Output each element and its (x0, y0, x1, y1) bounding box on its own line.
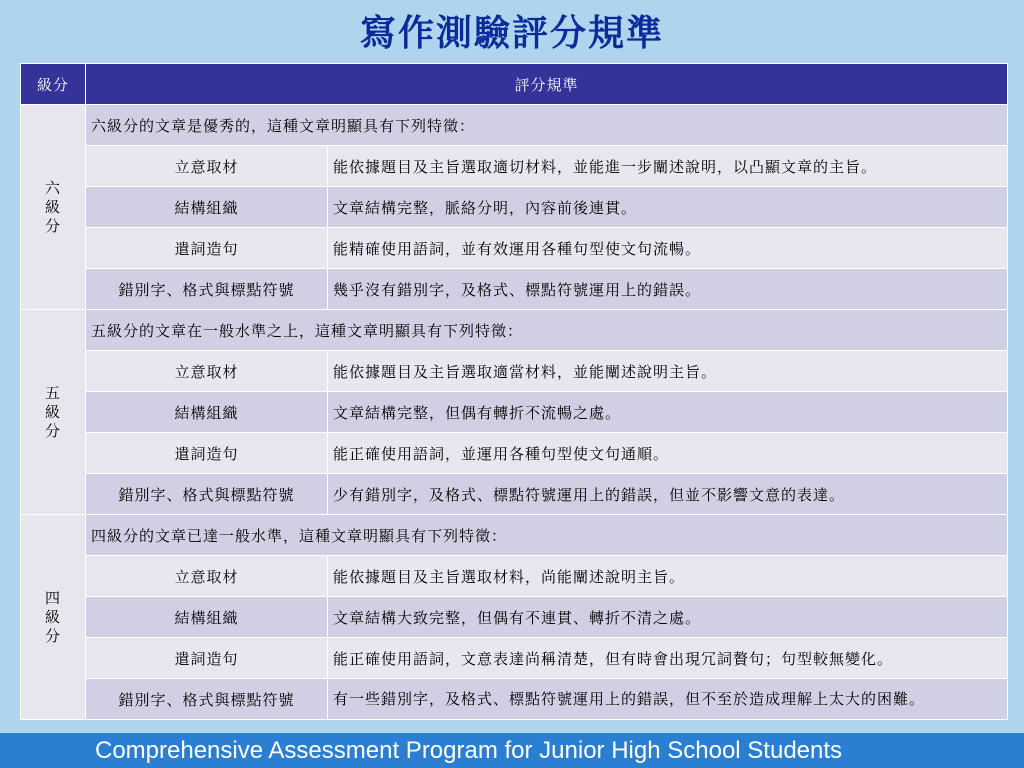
description-cell: 能依據題目及主旨選取材料，尚能闡述說明主旨。 (328, 556, 1008, 597)
table-row (21, 269, 1008, 310)
criterion-cell: 立意取材 (86, 146, 328, 187)
description-cell: 能精確使用語詞，並有效運用各種句型使文句流暢。 (328, 228, 1008, 269)
description-cell: 文章結構大致完整，但偶有不連貫、轉折不清之處。 (328, 597, 1008, 638)
level-intro: 四級分的文章已達一般水準，這種文章明顯具有下列特徵： (86, 515, 1008, 556)
level-intro-row (21, 105, 1008, 146)
description-cell: 有一些錯別字，及格式、標點符號運用上的錯誤，但不至於造成理解上太大的困難。 (328, 679, 1008, 720)
table-row (21, 474, 1008, 515)
criterion-cell: 遣詞造句 (86, 638, 328, 679)
criterion-cell: 遣詞造句 (86, 433, 328, 474)
criterion-cell: 立意取材 (86, 556, 328, 597)
description-cell: 能正確使用語詞，文意表達尚稱清楚，但有時會出現冗詞贅句；句型較無變化。 (328, 638, 1008, 679)
table-row (21, 187, 1008, 228)
level-label-four: 四 級 分 (21, 515, 86, 720)
table-row (21, 556, 1008, 597)
rubric-table (20, 63, 1008, 720)
table-row (21, 638, 1008, 679)
criterion-cell: 結構組織 (86, 187, 328, 228)
criterion-cell: 錯別字、格式與標點符號 (86, 269, 328, 310)
table-row (21, 679, 1008, 720)
level-intro: 五級分的文章在一般水準之上，這種文章明顯具有下列特徵： (86, 310, 1008, 351)
header-level: 級分 (21, 64, 86, 105)
table-row (21, 351, 1008, 392)
description-cell: 能正確使用語詞，並運用各種句型使文句通順。 (328, 433, 1008, 474)
table-row (21, 392, 1008, 433)
footer-bar (0, 733, 1024, 768)
level-label-six: 六 級 分 (21, 105, 86, 310)
table-row (21, 146, 1008, 187)
criterion-cell: 立意取材 (86, 351, 328, 392)
description-cell: 文章結構完整，脈絡分明，內容前後連貫。 (328, 187, 1008, 228)
criterion-cell: 結構組織 (86, 392, 328, 433)
criterion-cell: 錯別字、格式與標點符號 (86, 679, 328, 720)
table-row (21, 228, 1008, 269)
description-cell: 文章結構完整，但偶有轉折不流暢之處。 (328, 392, 1008, 433)
level-label-five: 五 級 分 (21, 310, 86, 515)
level-intro-row (21, 310, 1008, 351)
criterion-cell: 結構組織 (86, 597, 328, 638)
criterion-cell: 遣詞造句 (86, 228, 328, 269)
description-cell: 能依據題目及主旨選取適當材料，並能闡述說明主旨。 (328, 351, 1008, 392)
footer-program-name: Comprehensive Assessment Program for Junior High School Students (95, 737, 843, 764)
header-criteria: 評分規準 (86, 64, 1008, 105)
level-intro: 六級分的文章是優秀的，這種文章明顯具有下列特徵： (86, 105, 1008, 146)
criterion-cell: 錯別字、格式與標點符號 (86, 474, 328, 515)
description-cell: 幾乎沒有錯別字，及格式、標點符號運用上的錯誤。 (328, 269, 1008, 310)
description-cell: 能依據題目及主旨選取適切材料，並能進一步闡述說明，以凸顯文章的主旨。 (328, 146, 1008, 187)
page-title: 寫作測驗評分規準 (359, 12, 664, 54)
table-header-row (21, 64, 1008, 105)
description-cell: 少有錯別字，及格式、標點符號運用上的錯誤，但並不影響文意的表達。 (328, 474, 1008, 515)
table-row (21, 597, 1008, 638)
table-row (21, 433, 1008, 474)
level-intro-row (21, 515, 1008, 556)
